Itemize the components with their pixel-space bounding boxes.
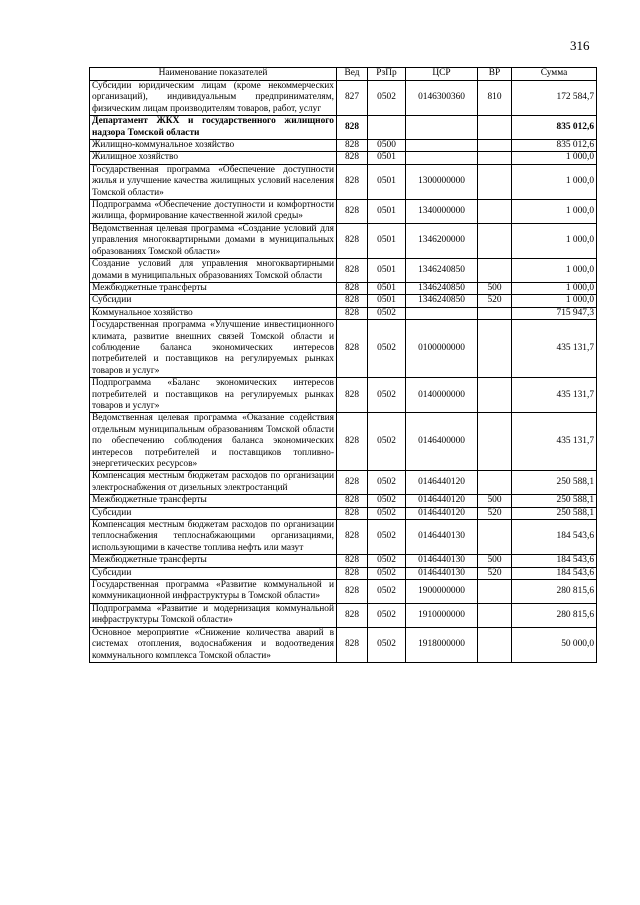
cell-name: Субсидии [90,567,337,579]
cell-sum: 1 000,0 [512,200,597,224]
cell-name: Департамент ЖКХ и государственного жилищного надзора Томской области [90,116,337,140]
table-row [90,627,597,662]
table-row [90,223,597,258]
cell-rzpr: 0501 [368,152,406,164]
cell-name: Субсидии [90,507,337,519]
cell-rzpr: 0502 [368,507,406,519]
cell-sum: 184 543,6 [512,555,597,567]
table-row [90,307,597,319]
cell-ved: 828 [337,413,368,471]
cell-sum: 280 815,6 [512,580,597,604]
cell-sum: 1 000,0 [512,295,597,307]
cell-rzpr: 0502 [368,580,406,604]
cell-name: Подпрограмма «Развитие и модернизация коммунальной инфраструктуры Томской области» [90,603,337,627]
cell-csr: 0146300360 [406,81,478,116]
cell-rzpr: 0502 [368,627,406,662]
cell-csr: 1900000000 [406,580,478,604]
cell-rzpr: 0501 [368,223,406,258]
table-row [90,152,597,164]
cell-rzpr: 0502 [368,413,406,471]
header-sum: Сумма [512,68,597,81]
cell-csr: 0146440120 [406,507,478,519]
cell-csr [406,116,478,140]
cell-rzpr: 0502 [368,81,406,116]
cell-ved: 828 [337,200,368,224]
cell-ved: 828 [337,164,368,199]
cell-vr: 500 [478,555,512,567]
cell-name: Ведомственная целевая программа «Создание условий для управления многоквартирными домами в муниципальных образованиях Томской области» [90,223,337,258]
table-row [90,507,597,519]
cell-ved: 828 [337,495,368,507]
cell-vr: 520 [478,507,512,519]
cell-csr: 0140000000 [406,378,478,413]
cell-sum: 50 000,0 [512,627,597,662]
cell-rzpr: 0502 [368,378,406,413]
table-row [90,200,597,224]
table-row [90,495,597,507]
cell-vr [478,378,512,413]
cell-rzpr: 0501 [368,259,406,283]
cell-rzpr [368,116,406,140]
cell-vr [478,200,512,224]
cell-name: Межбюджетные трансферты [90,555,337,567]
cell-ved: 827 [337,81,368,116]
cell-sum: 1 000,0 [512,282,597,294]
cell-sum: 435 131,7 [512,320,597,378]
cell-vr [478,603,512,627]
cell-csr: 1346240850 [406,282,478,294]
cell-sum: 1 000,0 [512,223,597,258]
cell-vr: 810 [478,81,512,116]
cell-csr: 1346240850 [406,295,478,307]
page-number: 316 [570,38,590,53]
cell-rzpr: 0502 [368,567,406,579]
cell-csr [406,307,478,319]
cell-name: Субсидии юридическим лицам (кроме некоммерческих организаций), индивидуальным предпринимателям, физическим лицам производителям товаров, работ, услуг [90,81,337,116]
table-row [90,140,597,152]
cell-rzpr: 0502 [368,495,406,507]
cell-ved: 828 [337,259,368,283]
cell-name: Коммунальное хозяйство [90,307,337,319]
cell-vr: 500 [478,282,512,294]
cell-rzpr: 0502 [368,320,406,378]
cell-rzpr: 0502 [368,471,406,495]
cell-ved: 828 [337,152,368,164]
cell-vr [478,520,512,555]
header-name: Наименование показателей [90,68,337,81]
cell-csr: 0146400000 [406,413,478,471]
cell-vr [478,164,512,199]
cell-csr: 0146440120 [406,495,478,507]
table-row [90,116,597,140]
cell-csr: 1910000000 [406,603,478,627]
cell-sum: 250 588,1 [512,507,597,519]
table-row [90,603,597,627]
table-row [90,378,597,413]
cell-csr: 1300000000 [406,164,478,199]
cell-ved: 828 [337,140,368,152]
cell-sum: 184 543,6 [512,567,597,579]
cell-name: Ведомственная целевая программа «Оказание содействия отдельным муниципальным образованиям Томской области по обеспечению соблюдения баланса экономических интересов потребителей и поставщиков топливно-энергетических ресурсов» [90,413,337,471]
cell-csr: 1346200000 [406,223,478,258]
table-row [90,471,597,495]
cell-sum: 435 131,7 [512,413,597,471]
cell-csr: 0146440130 [406,555,478,567]
cell-vr: 520 [478,295,512,307]
cell-ved: 828 [337,116,368,140]
cell-csr: 1918000000 [406,627,478,662]
table-row [90,282,597,294]
cell-sum: 1 000,0 [512,152,597,164]
cell-name: Субсидии [90,295,337,307]
header-rzpr: РзПр [368,68,406,81]
cell-ved: 828 [337,223,368,258]
cell-csr: 0146440130 [406,567,478,579]
cell-name: Жилищное хозяйство [90,152,337,164]
cell-rzpr: 0502 [368,603,406,627]
cell-name: Межбюджетные трансферты [90,495,337,507]
budget-table [89,67,597,663]
cell-name: Государственная программа «Обеспечение доступности жилья и улучшение качества жилищных условий населения Томской области» [90,164,337,199]
cell-ved: 828 [337,295,368,307]
cell-name: Государственная программа «Развитие коммунальной и коммуникационной инфраструктуры в Томской области» [90,580,337,604]
table-header-row [90,68,597,81]
cell-vr [478,413,512,471]
cell-rzpr: 0501 [368,282,406,294]
cell-rzpr: 0501 [368,164,406,199]
cell-csr: 0146440120 [406,471,478,495]
table-row [90,555,597,567]
cell-vr: 500 [478,495,512,507]
table-row [90,580,597,604]
cell-csr: 1346240850 [406,259,478,283]
table-row [90,259,597,283]
header-vr: ВР [478,68,512,81]
cell-name: Создание условий для управления многоквартирными домами в муниципальных образованиях Томской области [90,259,337,283]
cell-sum: 172 584,7 [512,81,597,116]
cell-sum: 835 012,6 [512,140,597,152]
cell-csr: 0146440130 [406,520,478,555]
cell-vr [478,627,512,662]
cell-name: Компенсация местным бюджетам расходов по организации электроснабжения от дизельных электростанций [90,471,337,495]
table-row [90,520,597,555]
cell-ved: 828 [337,627,368,662]
cell-name: Подпрограмма «Обеспечение доступности и комфортности жилища, формирование качественной жилой среды» [90,200,337,224]
cell-csr: 1340000000 [406,200,478,224]
cell-name: Государственная программа «Улучшение инвестиционного климата, развитие внешних связей Томской области и соблюдение баланса экономических интересов потребителей и поставщиков на регулируемых рынках товаров и услуг» [90,320,337,378]
cell-sum: 1 000,0 [512,164,597,199]
cell-rzpr: 0500 [368,140,406,152]
cell-sum: 835 012,6 [512,116,597,140]
cell-vr [478,223,512,258]
cell-ved: 828 [337,471,368,495]
cell-rzpr: 0501 [368,295,406,307]
header-csr: ЦСР [406,68,478,81]
cell-sum: 280 815,6 [512,603,597,627]
table-row [90,295,597,307]
cell-vr [478,116,512,140]
cell-sum: 250 588,1 [512,495,597,507]
cell-ved: 828 [337,603,368,627]
table-row [90,567,597,579]
cell-rzpr: 0501 [368,200,406,224]
cell-vr [478,471,512,495]
cell-rzpr: 0502 [368,520,406,555]
cell-sum: 1 000,0 [512,259,597,283]
table-body [90,81,597,663]
cell-csr [406,140,478,152]
cell-name: Основное мероприятие «Снижение количества аварий в системах отопления, водоснабжения и водоотведения коммунального комплекса Томской области» [90,627,337,662]
header-ved: Вед [337,68,368,81]
cell-ved: 828 [337,378,368,413]
cell-ved: 828 [337,282,368,294]
cell-name: Межбюджетные трансферты [90,282,337,294]
cell-vr [478,580,512,604]
cell-rzpr: 0502 [368,307,406,319]
table-row [90,320,597,378]
cell-csr: 0100000000 [406,320,478,378]
cell-sum: 435 131,7 [512,378,597,413]
cell-sum: 184 543,6 [512,520,597,555]
cell-ved: 828 [337,555,368,567]
cell-ved: 828 [337,520,368,555]
cell-ved: 828 [337,580,368,604]
cell-sum: 250 588,1 [512,471,597,495]
cell-csr [406,152,478,164]
cell-sum: 715 947,3 [512,307,597,319]
cell-vr: 520 [478,567,512,579]
cell-vr [478,259,512,283]
cell-rzpr: 0502 [368,555,406,567]
cell-ved: 828 [337,567,368,579]
cell-vr [478,140,512,152]
cell-vr [478,320,512,378]
cell-vr [478,152,512,164]
cell-vr [478,307,512,319]
cell-name: Подпрограмма «Баланс экономических интересов потребителей и поставщиков на регулируемых рынках товаров и услуг» [90,378,337,413]
cell-name: Жилищно-коммунальное хозяйство [90,140,337,152]
cell-name: Компенсация местным бюджетам расходов по организации теплоснабжения теплоснабжающими организациями, использующими в качестве топлива нефть или мазут [90,520,337,555]
cell-ved: 828 [337,320,368,378]
cell-ved: 828 [337,307,368,319]
table-row [90,413,597,471]
cell-ved: 828 [337,507,368,519]
table-row [90,164,597,199]
table-row [90,81,597,116]
